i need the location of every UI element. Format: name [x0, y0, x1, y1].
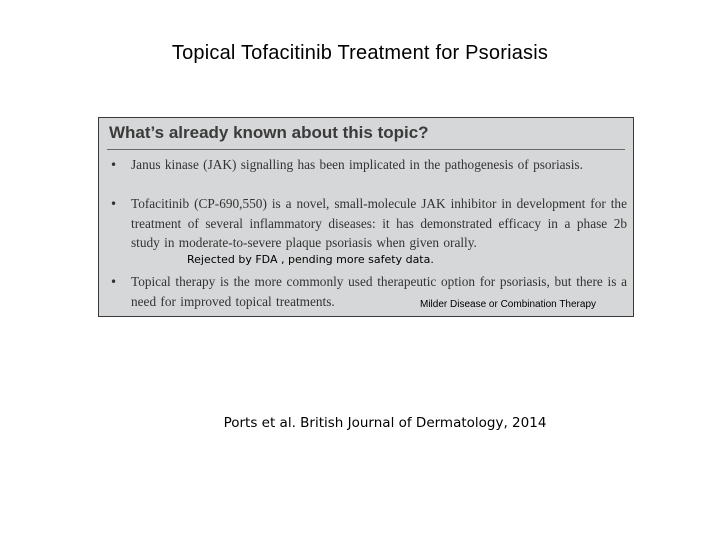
list-item: Janus kinase (JAK) signalling has been implicated in the pathogenesis of psoriasis. [131, 157, 583, 172]
slide-title: Topical Tofacitinib Treatment for Psoriasis [171, 42, 549, 64]
bullet-icon: • [110, 197, 118, 211]
therapy-note: Milder Disease or Combination Therapy [420, 299, 597, 310]
bullet-icon: • [110, 158, 118, 172]
box-heading: What’s already known about this topic? [109, 123, 429, 142]
heading-divider [107, 149, 625, 150]
citation: Ports et al. British Journal of Dermatology, 2014 [223, 415, 547, 431]
list-item: Tofacitinib (CP-690,550) is a novel, small-molecule JAK inhibitor in development for the treatment of several inflammatory diseases: it has demonstrated efficacy in a phase 2b study in moderate-to-severe plaque psoriasis when given orally. [131, 196, 627, 250]
bullet-icon: • [110, 275, 118, 289]
fda-note: Rejected by FDA , pending more safety data. [187, 253, 434, 266]
known-topic-box [98, 117, 634, 317]
list-item: Topical therapy is the more commonly used therapeutic option for psoriasis, but there is a need for improved topical treatments. [131, 274, 627, 309]
